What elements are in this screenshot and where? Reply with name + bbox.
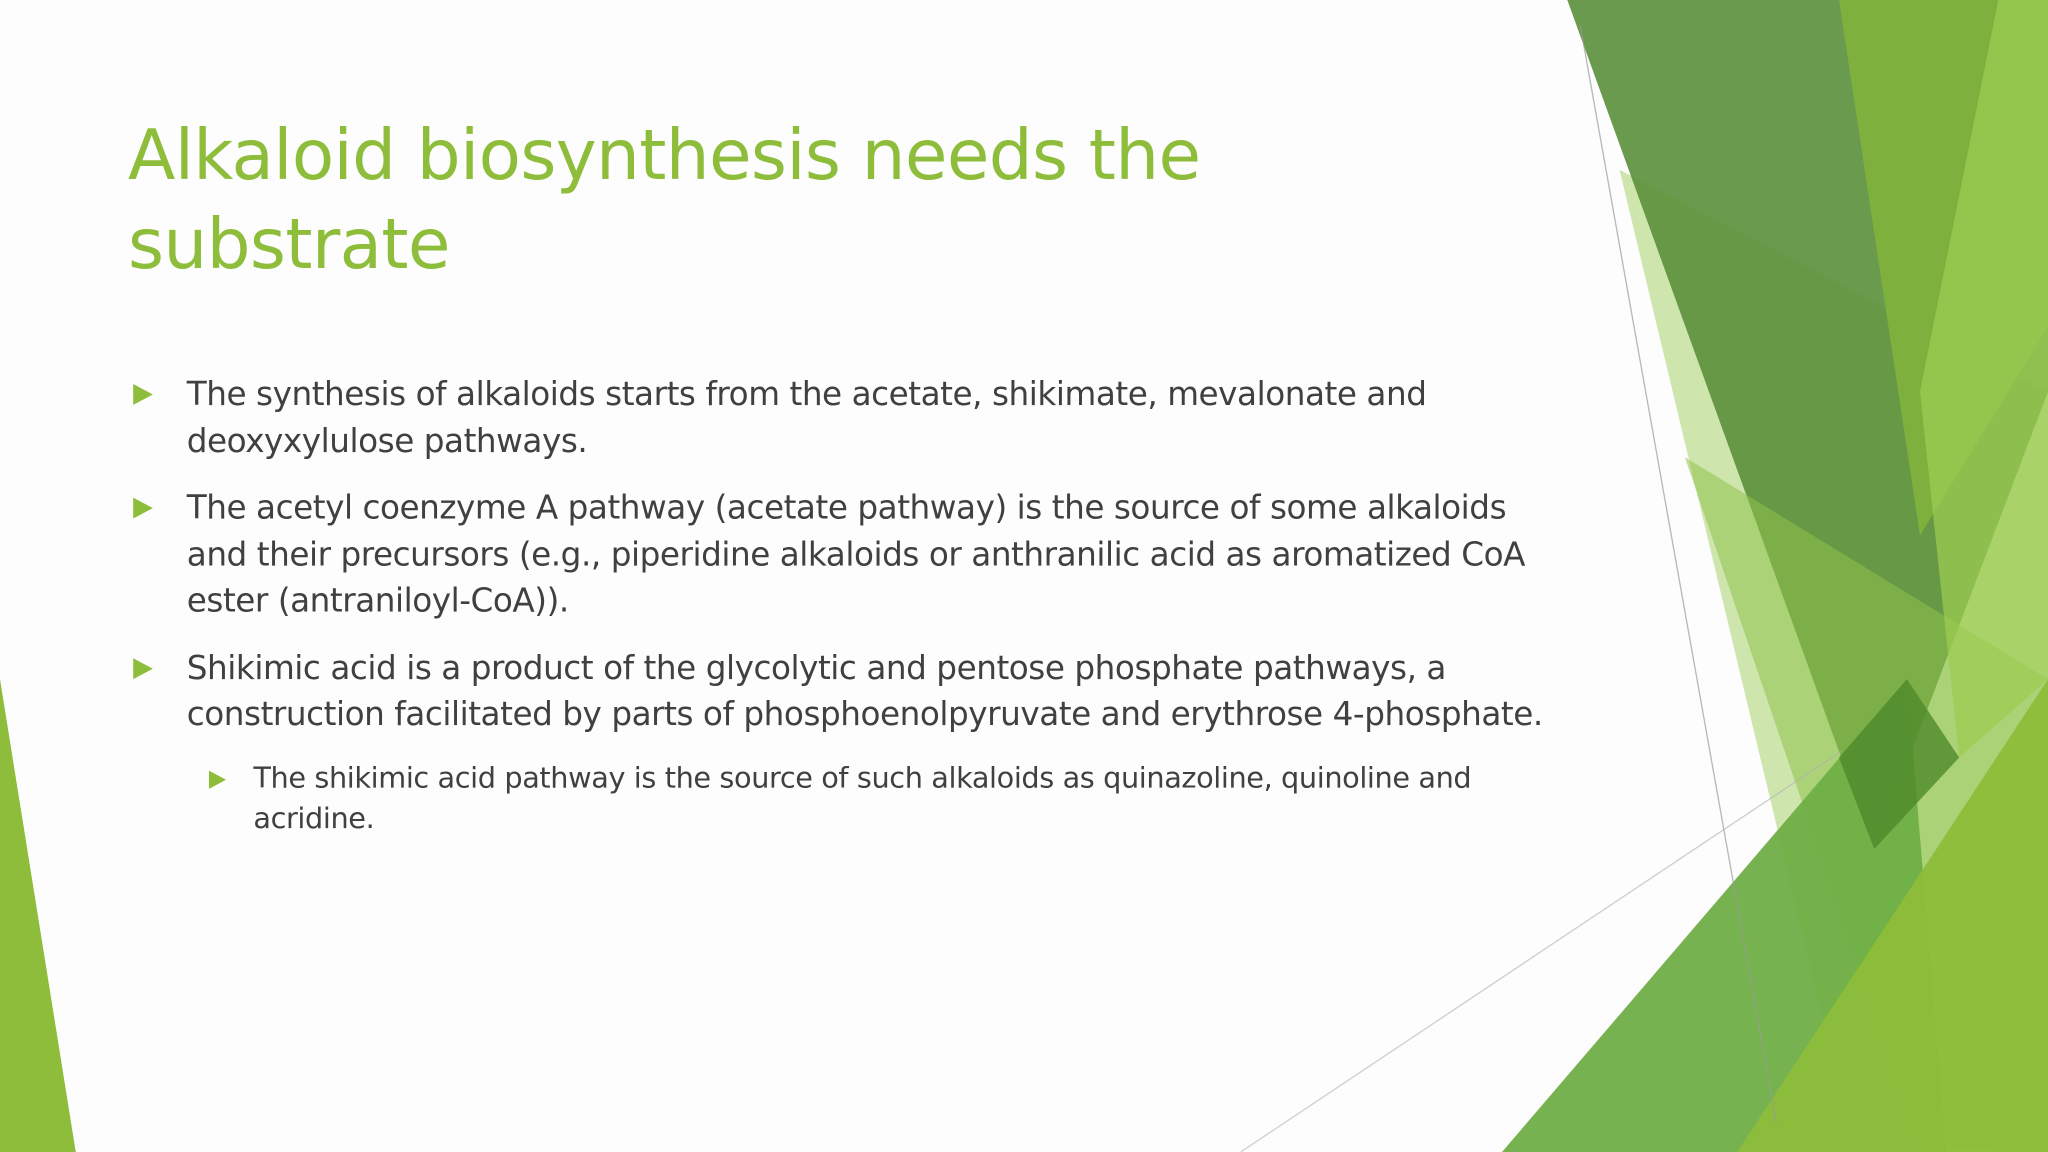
sub-bullet-text: The shikimic acid pathway is the source of such alkaloids as quinazoline, quinoline and acridine.	[253, 762, 1472, 836]
bullet-item	[131, 645, 1555, 738]
triangle-right-icon	[209, 770, 226, 788]
left-facet	[0, 679, 76, 1152]
bullet-item	[131, 485, 1555, 624]
triangle-right-icon	[133, 498, 153, 519]
bullet-list	[131, 371, 1555, 841]
bullet-text: The acetyl coenzyme A pathway (acetate pathway) is the source of some alkaloids and their precursors (e.g., piperidine alkaloids or anthranilic acid as aromatized CoA ester (antraniloyl-CoA)).	[186, 488, 1525, 620]
bullet-text: The synthesis of alkaloids starts from the acetate, shikimate, mevalonate and deoxyxylulose pathways.	[186, 374, 1427, 460]
bullet-item	[131, 371, 1555, 464]
triangle-right-icon	[133, 384, 153, 405]
triangle-right-icon	[133, 658, 153, 679]
sub-bullet-item	[199, 758, 1555, 840]
bullet-text: Shikimic acid is a product of the glycolytic and pentose phosphate pathways, a construction facilitated by parts of phosphoenolpyruvate and erythrose 4-phosphate.	[186, 648, 1543, 733]
slide-title: Alkaloid biosynthesis needs the substrate	[127, 116, 1201, 285]
